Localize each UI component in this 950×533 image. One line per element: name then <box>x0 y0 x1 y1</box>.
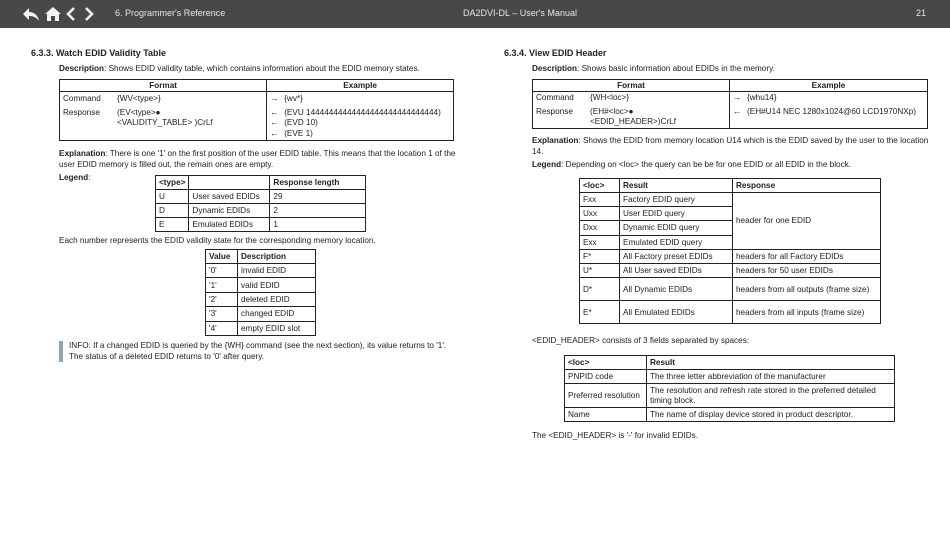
response-example-1: (EVU 14444444444444444444444444444) <box>284 107 441 117</box>
response-example-3: (EVE 1) <box>284 128 313 138</box>
each-number-text: Each number represents the EDID validity state for the corresponding memory location. <box>59 236 376 245</box>
value-cell: '3' <box>206 307 238 321</box>
next-icon[interactable] <box>83 6 95 22</box>
loc-cell: Uxx <box>580 207 620 221</box>
table-row <box>206 278 316 292</box>
table-row <box>206 292 316 306</box>
result-cell: Dynamic EDID query <box>620 221 733 235</box>
type-cell: U <box>156 190 189 204</box>
explanation-text: : There is one '1' on the first position of the user EDID table. This means that the location 1 of the user EDID memory is filled out, the remain ones are empty. <box>59 149 456 169</box>
response-length: 1 <box>270 218 366 232</box>
type-cell: D <box>156 204 189 218</box>
field-loc-header: <loc> <box>565 356 647 370</box>
command-example: {whu14} <box>747 93 777 102</box>
blank-header <box>189 176 270 190</box>
response-format-line-1: (EH#<loc>● <box>590 106 634 116</box>
edid-header-text: <EDID_HEADER> consists of 3 fields separated by spaces: <box>532 336 750 345</box>
table-row <box>565 370 895 384</box>
result-cell: All User saved EDIDs <box>620 263 733 277</box>
left-description <box>59 64 459 75</box>
left-explanation <box>59 149 459 170</box>
response-label: Response <box>536 106 573 116</box>
explanation-label: Explanation <box>59 149 106 158</box>
format-cell <box>533 92 730 129</box>
legend-label: Legend <box>532 160 562 169</box>
response-length: 2 <box>270 204 366 218</box>
value-cell: '2' <box>206 292 238 306</box>
field-name: Preferred resolution <box>565 384 647 408</box>
result-cell: All Emulated EDIDs <box>620 301 733 324</box>
field-description: The three letter abbreviation of the manufacturer <box>647 370 895 384</box>
field-description: The name of display device stored in product descriptor. <box>647 408 895 422</box>
command-format: {WH<loc>} <box>590 93 630 102</box>
response-format-line-1: (EV<type>● <box>117 107 161 117</box>
type-description: Dynamic EDIDs <box>189 204 270 218</box>
arrow-right-icon: → <box>733 93 742 102</box>
prev-icon[interactable] <box>65 6 77 22</box>
page-number: 21 <box>915 8 926 18</box>
response-length-header: Response length <box>270 176 366 190</box>
right-format-table <box>532 79 928 129</box>
value-description: valid EDID <box>238 278 316 292</box>
table-row <box>206 264 316 278</box>
table-row <box>206 307 316 321</box>
back-icon[interactable] <box>22 6 40 22</box>
command-label: Command <box>536 93 574 102</box>
legend-label: Legend <box>59 173 89 182</box>
table-row <box>156 204 366 218</box>
edid-header-fields-table <box>564 355 895 422</box>
format-header: Format <box>60 80 267 92</box>
description-text: : Shows basic information about EDIDs in the memory. <box>577 64 775 73</box>
loc-cell: E* <box>580 301 620 324</box>
document-title: DA2DVI-DL – User's Manual <box>463 8 577 18</box>
response-format-line-2: <VALIDITY_TABLE> )CrLf <box>117 118 213 127</box>
arrow-left-icon: ← <box>270 107 279 117</box>
response-example: (EH#U14 NEC 1280x1024@60 LCD1970NXp) <box>747 106 916 116</box>
arrow-left-icon: ← <box>270 118 279 127</box>
table-row <box>580 193 881 207</box>
loc-table <box>579 178 881 324</box>
loc-cell: Exx <box>580 235 620 249</box>
description-label: Description <box>59 64 105 73</box>
info-line-1: INFO: If a changed EDID is queried by the {WH} command (see the next section), its value returns to '1'. <box>69 341 447 350</box>
description-text: : Shows EDID validity table, which contains information about the EDID memory states. <box>104 64 420 73</box>
response-header: Response <box>733 179 881 193</box>
arrow-left-icon: ← <box>733 106 742 116</box>
value-description: deleted EDID <box>238 292 316 306</box>
value-cell: '4' <box>206 321 238 335</box>
response-cell: headers from all outputs (frame size) <box>733 278 881 301</box>
table-row <box>580 249 881 263</box>
table-row <box>580 301 881 324</box>
response-cell: headers for 50 user EDIDs <box>733 263 881 277</box>
table-row <box>156 190 366 204</box>
command-example: {wv*} <box>284 94 303 103</box>
value-table <box>205 249 316 336</box>
result-header: Result <box>620 179 733 193</box>
table-row <box>156 218 366 232</box>
left-format-table <box>59 79 454 141</box>
table-row <box>580 278 881 301</box>
value-description: invalid EDID <box>238 264 316 278</box>
table-row <box>565 384 895 408</box>
top-navigation-bar <box>0 0 950 28</box>
arrow-right-icon: → <box>270 94 279 103</box>
table-row <box>206 321 316 335</box>
example-cell <box>730 92 928 129</box>
explanation-label: Explanation <box>532 136 579 145</box>
right-description <box>532 64 927 75</box>
loc-cell: Fxx <box>580 193 620 207</box>
field-description: The resolution and refresh rate stored in the preferred detailed timing block. <box>647 384 895 408</box>
explanation-text: : Shows the EDID from memory location U14 which is the EDID saved by the user to the location 14. <box>532 136 929 156</box>
home-icon[interactable] <box>44 6 62 22</box>
table-row <box>565 408 895 422</box>
loc-cell: D* <box>580 278 620 301</box>
field-result-header: Result <box>647 356 895 370</box>
command-format: {WV<type>} <box>117 94 161 103</box>
description-label: Description <box>532 64 578 73</box>
right-explanation <box>532 136 932 157</box>
response-cell: header for one EDID <box>733 193 881 250</box>
result-cell: All Dynamic EDIDs <box>620 278 733 301</box>
loc-cell: U* <box>580 263 620 277</box>
command-label: Command <box>63 94 101 103</box>
loc-header: <loc> <box>580 179 620 193</box>
type-description: Emulated EDIDs <box>189 218 270 232</box>
info-note <box>59 341 457 362</box>
type-cell: E <box>156 218 189 232</box>
response-label: Response <box>63 107 100 117</box>
result-cell: Factory EDID query <box>620 193 733 207</box>
type-header: <type> <box>156 176 189 190</box>
table-row <box>580 263 881 277</box>
description-header: Description <box>238 250 316 264</box>
response-cell: headers from all inputs (frame size) <box>733 301 881 324</box>
legend-text: : Depending on <loc> the query can be be for one EDID or all EDID in the block. <box>561 160 852 169</box>
value-description: changed EDID <box>238 307 316 321</box>
section-title-watch-edid: 6.3.3. Watch EDID Validity Table <box>31 48 167 58</box>
right-legend <box>532 160 932 171</box>
response-length: 29 <box>270 190 366 204</box>
example-header: Example <box>267 80 454 92</box>
format-header: Format <box>533 80 730 92</box>
type-legend-table <box>155 175 366 232</box>
value-header: Value <box>206 250 238 264</box>
info-line-2: The status of a deleted EDID returns to '0' after query. <box>69 351 265 361</box>
result-cell: Emulated EDID query <box>620 235 733 249</box>
value-description: empty EDID slot <box>238 321 316 335</box>
invalid-edid-text: The <EDID_HEADER> is '-' for invalid EDIDs. <box>532 431 699 440</box>
result-cell: All Factory preset EDIDs <box>620 249 733 263</box>
response-cell: headers for all Factory EDIDs <box>733 249 881 263</box>
field-name: Name <box>565 408 647 422</box>
example-cell <box>267 92 454 141</box>
loc-cell: Dxx <box>580 221 620 235</box>
example-header: Example <box>730 80 928 92</box>
field-name: PNPID code <box>565 370 647 384</box>
loc-cell: F* <box>580 249 620 263</box>
value-cell: '1' <box>206 278 238 292</box>
arrow-left-icon: ← <box>270 128 279 138</box>
format-cell <box>60 92 267 141</box>
result-cell: User EDID query <box>620 207 733 221</box>
left-legend: Legend: <box>59 173 91 182</box>
value-cell: '0' <box>206 264 238 278</box>
response-format-line-2: <EDID_HEADER>)CrLf <box>590 117 676 126</box>
chapter-title: 6. Programmer's Reference <box>115 8 226 18</box>
type-description: User saved EDIDs <box>189 190 270 204</box>
response-example-2: (EVD 10) <box>284 118 318 127</box>
section-title-view-edid-header: 6.3.4. View EDID Header <box>504 48 607 58</box>
